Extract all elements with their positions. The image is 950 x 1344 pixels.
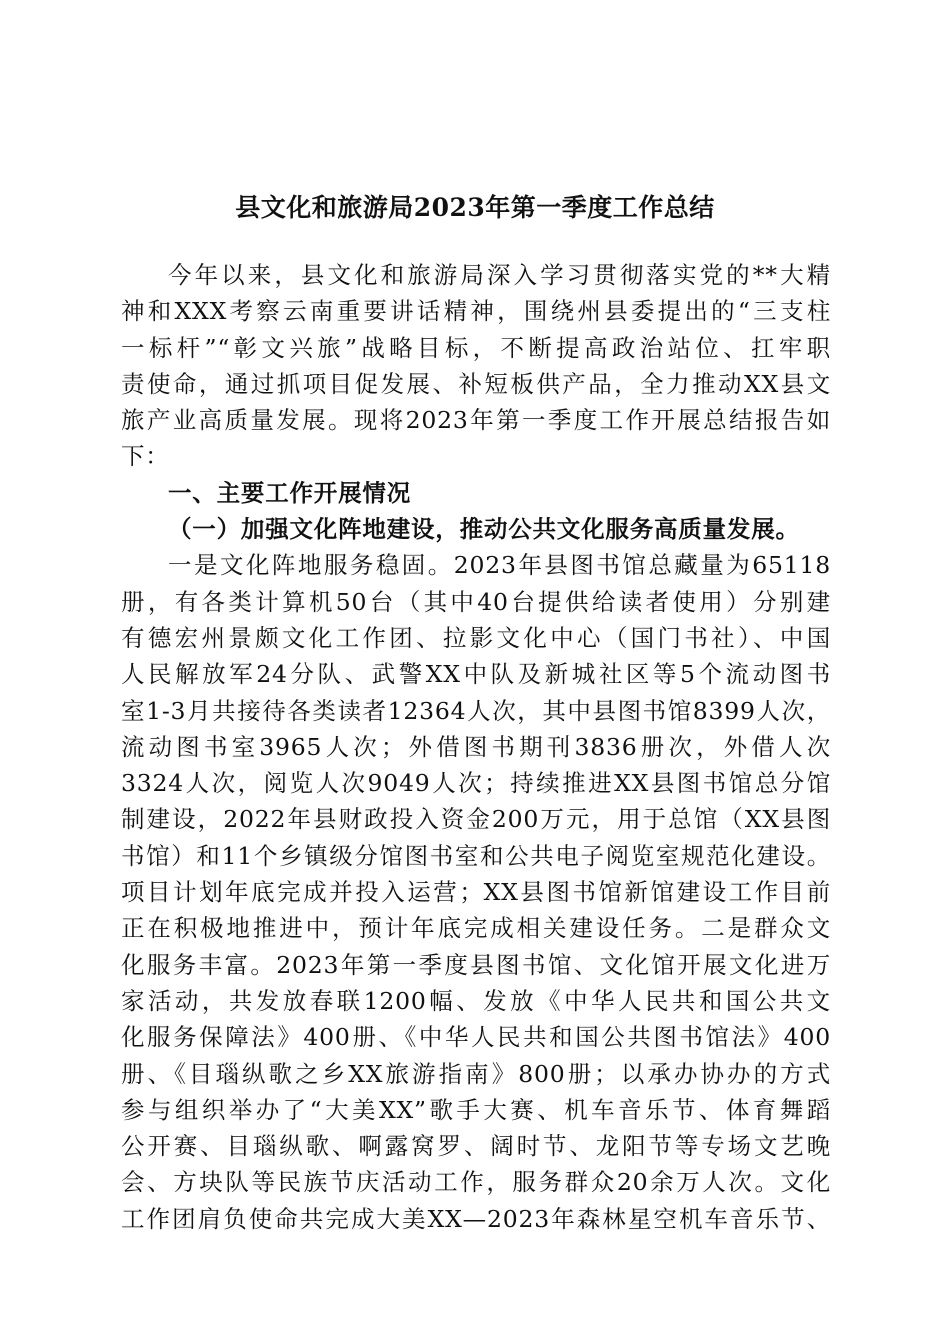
paragraph-line: 家活动，共发放春联1200幅、发放《中华人民共和国公共文	[121, 986, 831, 1015]
paragraph-line: 册、《目瑙纵歌之乡XX旅游指南》800册；以承办协办的方式	[121, 1059, 831, 1088]
paragraph-line: 化服务丰富。2023年第一季度县图书馆、文化馆开展文化进万	[121, 950, 831, 979]
paragraph-line: 人民解放军24分队、武警XX中队及新城社区等5个流动图书	[121, 660, 831, 689]
paragraph-line: 正在积极地推进中，预计年底完成相关建设任务。二是群众文	[121, 914, 831, 943]
document-title: 县文化和旅游局2023年第一季度工作总结	[235, 193, 715, 222]
subsection-heading: （一）加强文化阵地建设，推动公共文化服务高质量发展。	[168, 515, 800, 544]
paragraph-line: 化服务保障法》400册、《中华人民共和国公共图书馆法》400	[121, 1023, 831, 1052]
intro-line: 责使命，通过抓项目促发展、补短板供产品，全力推动XX县文	[121, 369, 831, 398]
paragraph-line: 流动图书室3965人次；外借图书期刊3836册次，外借人次	[121, 732, 831, 761]
paragraph-line: 书馆）和11个乡镇级分馆图书室和公共电子阅览室规范化建设。	[121, 841, 831, 870]
intro-line: 神和XXX考察云南重要讲话精神，围绕州县委提出的“三支柱	[121, 297, 831, 326]
paragraph-line: 室1-3月共接待各类读者12364人次，其中县图书馆8399人次，	[121, 696, 831, 725]
section-heading: 一、主要工作开展情况	[168, 478, 411, 507]
paragraph-line: 会、方块队等民族节庆活动工作，服务群众20余万人次。文化	[121, 1168, 831, 1197]
paragraph-line: 制建设，2022年县财政投入资金200万元，用于总馆（XX县图	[121, 805, 831, 834]
intro-line: 今年以来，县文化和旅游局深入学习贯彻落实党的**大精	[168, 261, 831, 289]
paragraph-line: 参与组织举办了“大美XX”歌手大赛、机车音乐节、体育舞蹈	[121, 1095, 831, 1124]
intro-line: 下：	[121, 442, 170, 471]
document-body	[121, 257, 831, 1237]
paragraph-line: 册，有各类计算机50台（其中40台提供给读者使用）分别建	[121, 587, 831, 616]
paragraph-line: 有德宏州景颇文化工作团、拉影文化中心（国门书社）、中国	[121, 623, 831, 652]
paragraph-line: 项目计划年底完成并投入运营；XX县图书馆新馆建设工作目前	[121, 878, 831, 907]
paragraph-line: 3324人次，阅览人次9049人次；持续推进XX县图书馆总分馆	[121, 769, 831, 798]
paragraph-line: 一是文化阵地服务稳固。2023年县图书馆总藏量为65118	[168, 551, 831, 580]
paragraph-line: 工作团肩负使命共完成大美XX—2023年森林星空机车音乐节、	[121, 1204, 831, 1233]
intro-line: 一标杆”“彰文兴旅”战略目标，不断提高政治站位、扛牢职	[121, 333, 831, 362]
paragraph-line: 公开赛、目瑙纵歌、啊露窝罗、阔时节、龙阳节等专场文艺晚	[121, 1132, 831, 1161]
intro-line: 旅产业高质量发展。现将2023年第一季度工作开展总结报告如	[121, 406, 831, 435]
